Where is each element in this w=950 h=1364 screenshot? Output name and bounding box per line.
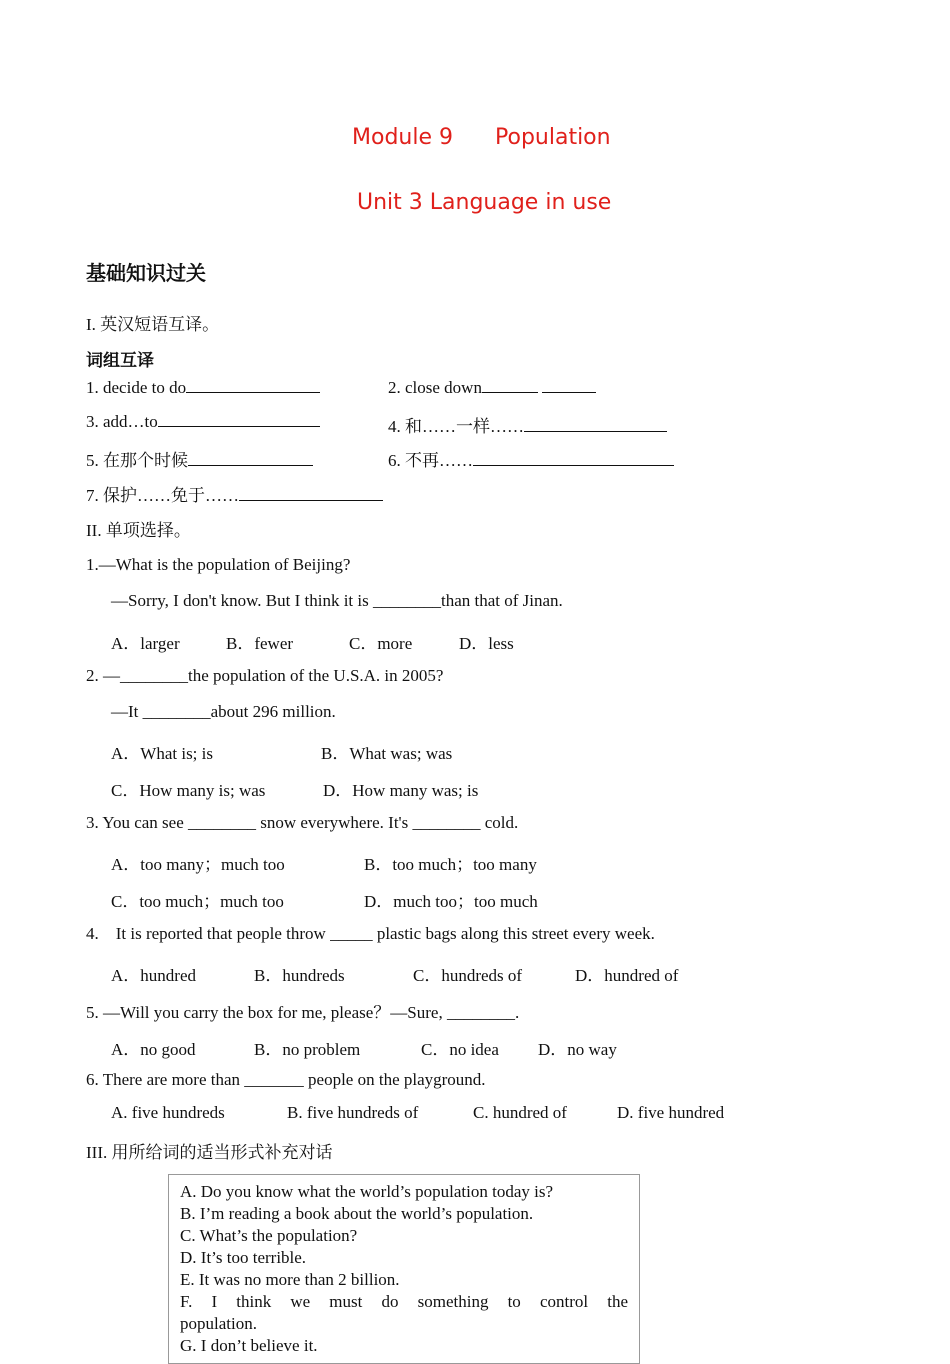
- q1-option-c[interactable]: C．more: [349, 634, 413, 653]
- q3-option-c[interactable]: C．too much；much too: [111, 892, 284, 911]
- box-line-e: E. It was no more than 2 billion.: [180, 1270, 400, 1289]
- q6-option-c[interactable]: C. hundred of: [473, 1103, 567, 1122]
- q6-option-b[interactable]: B. five hundreds of: [287, 1103, 419, 1122]
- part3-heading: III. 用所给词的适当形式补充对话: [86, 1143, 333, 1162]
- q4-text: 4. It is reported that people throw _____ plastic bags along this street every week.: [86, 924, 655, 943]
- phrase-item-4: 4. 和……一样……: [388, 412, 667, 437]
- q1-option-a[interactable]: A．larger: [111, 634, 180, 653]
- q1-option-d[interactable]: D．less: [459, 634, 514, 653]
- box-line-a: A. Do you know what the world’s population today is?: [180, 1182, 554, 1201]
- q3-option-b[interactable]: B．too much；too many: [364, 855, 537, 874]
- box-line-f-cont: population.: [180, 1314, 257, 1333]
- module-title: Module 9: [352, 125, 453, 150]
- part1-subheading: 词组互译: [86, 351, 154, 371]
- answer-blank[interactable]: [524, 417, 667, 432]
- answer-blank[interactable]: [482, 378, 538, 393]
- q2-line2: —It ________about 296 million.: [111, 702, 336, 721]
- q2-option-c[interactable]: C．How many is; was: [111, 781, 266, 800]
- box-line-g: G. I don’t believe it.: [180, 1336, 318, 1355]
- unit-title: Unit 3 Language in use: [357, 190, 612, 215]
- box-line-d: D. It’s too terrible.: [180, 1248, 307, 1267]
- phrase-item-7: 7. 保护……免于……: [86, 481, 383, 506]
- answer-blank[interactable]: [188, 451, 313, 466]
- answer-blank[interactable]: [542, 378, 596, 393]
- part1-heading: I. 英汉短语互译。: [86, 315, 220, 334]
- box-line-b: B. I’m reading a book about the world’s population.: [180, 1204, 534, 1223]
- answer-blank[interactable]: [158, 412, 320, 427]
- answer-blank[interactable]: [186, 378, 320, 393]
- q4-option-a[interactable]: A．hundred: [111, 966, 196, 985]
- q4-option-d[interactable]: D．hundred of: [575, 966, 679, 985]
- q3-text: 3. You can see ________ snow everywhere. It's ________ cold.: [86, 813, 519, 832]
- q4-option-c[interactable]: C．hundreds of: [413, 966, 523, 985]
- phrase-item-3: 3. add…to: [86, 412, 320, 432]
- section-title: 基础知识过关: [86, 261, 206, 285]
- q1-line1: 1.—What is the population of Beijing?: [86, 555, 351, 574]
- q6-text: 6. There are more than _______ people on the playground.: [86, 1070, 486, 1089]
- q3-option-d[interactable]: D．much too；too much: [364, 892, 538, 911]
- q5-option-c[interactable]: C．no idea: [421, 1040, 499, 1059]
- phrase-item-2: 2. close down: [388, 378, 596, 398]
- module-topic: Population: [495, 125, 611, 150]
- phrase-item-6: 6. 不再……: [388, 446, 674, 471]
- answer-blank[interactable]: [473, 451, 674, 466]
- q6-option-a[interactable]: A. five hundreds: [111, 1103, 225, 1122]
- q2-option-b[interactable]: B．What was; was: [321, 744, 453, 763]
- q4-option-b[interactable]: B．hundreds: [254, 966, 345, 985]
- phrase-item-5: 5. 在那个时候: [86, 446, 313, 471]
- box-line-f: F. I think we must do something to control the: [180, 1292, 628, 1311]
- part2-heading: II. 单项选择。: [86, 521, 191, 540]
- answer-blank[interactable]: [239, 486, 383, 501]
- dialogue-options-box: [168, 1174, 640, 1364]
- q6-option-d[interactable]: D. five hundred: [617, 1103, 725, 1122]
- q2-option-a[interactable]: A．What is; is: [111, 744, 213, 763]
- q1-option-b[interactable]: B．fewer: [226, 634, 294, 653]
- q2-option-d[interactable]: D．How many was; is: [323, 781, 479, 800]
- q2-line1: 2. —________the population of the U.S.A. in 2005?: [86, 666, 444, 685]
- q5-text: 5. —Will you carry the box for me, please？—Sure, ________.: [86, 1003, 520, 1022]
- phrase-item-1: 1. decide to do: [86, 378, 320, 398]
- q5-option-a[interactable]: A．no good: [111, 1040, 196, 1059]
- q5-option-d[interactable]: D．no way: [538, 1040, 617, 1059]
- q5-option-b[interactable]: B．no problem: [254, 1040, 361, 1059]
- q3-option-a[interactable]: A．too many；much too: [111, 855, 285, 874]
- box-line-c: C. What’s the population?: [180, 1226, 358, 1245]
- q1-line2: —Sorry, I don't know. But I think it is ________than that of Jinan.: [111, 591, 563, 610]
